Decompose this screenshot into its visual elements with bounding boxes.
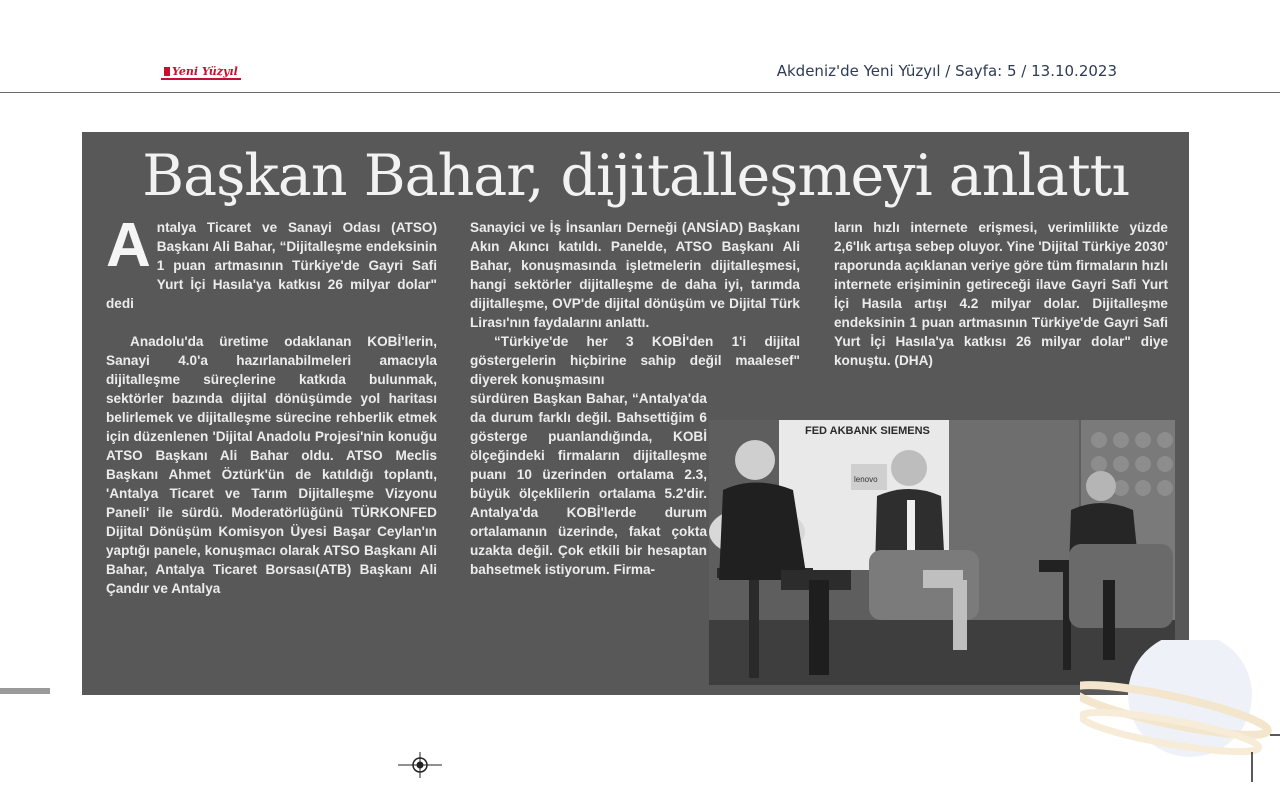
lead-text: ntalya Ticaret ve Sanayi Odası (ATSO) Başkanı Ali Bahar, “Dijitalleşme endeksinin 1 puan artmasının Türkiye'de Gayri Safi Yurt İçi Hasıla'ya katkısı 26 milyar dolar" dedi (106, 220, 437, 311)
drop-cap: A (106, 211, 151, 280)
quote-paragraph: “Türkiye'de her 3 KOBİ'den 1'i dijital göstergelerin hiçbirine sahip değil maalesef" diyerek konuşmasını (470, 334, 800, 387)
sponsor-sign: lenovo (854, 475, 878, 484)
article-headline: Başkan Bahar, dijitalleşmeyi anlattı (142, 143, 1129, 209)
closing-paragraph: ların hızlı internete erişmesi, verimlilikte yüzde 2,6'lık artışa sebep oluyor. Yine 'Dijital Türkiye 2030' raporunda açıklanan veriye göre tüm firmaların hızlı internete erişiminin getireceği ilave Gayri Safi Yurt İçi Hasıla artışı 4.2 milyar dolar. Dijitalleşme endeksinin 1 puan artmasının Türkiye'de Gayri Safi Yurt İçi Hasıla'ya katkısı 26 milyar dolar" diye konuştu. (DHA) (834, 220, 1168, 368)
logo-mark-icon (164, 67, 170, 76)
source-line: Akdeniz'de Yeni Yüzyıl / Sayfa: 5 / 13.10.2023 (776, 62, 1117, 80)
article-column-1 (106, 211, 437, 598)
newspaper-logo (161, 66, 241, 80)
logo-text: Yeni Yüzyıl (172, 65, 238, 78)
backdrop-sponsors: FED AKBANK SIEMENS (805, 425, 930, 437)
registration-mark-icon (398, 752, 442, 778)
article-column-3 (834, 218, 1168, 370)
quote-paragraph-continued: sürdüren Başkan Bahar, “Antalya'da da durum farklı değil. Bahsettiğim 6 gösterge puanlandığında, KOBİ ölçeğindeki firmaların dijitalleşme puanı 10 üzerinden ortalama 2.3, büyük ölçeklilerin ortalama 5.2'dir. Antalya'da KOBİ'lerde durum ortalamanın üzerinde, fakat çokta uzakta değil. Çok etkili bir hesaptan bahsetmek istiyorum. Firma- (470, 391, 707, 577)
body-paragraph: Anadolu'da üretime odaklanan KOBİ'lerin, Sanayi 4.0'a hazırlanabilmeleri amacıyla dijitalleşme süreçlerine katkıda bulunmak, sektörler bazında dijital dönüşümde yol haritası belirlemek ve dijitalleşme sürecine rehberlik etmek için düzenlenen 'Dijital Anadolu Projesi'nin konuğu ATSO Başkanı Ali Bahar oldu. ATSO Meclis Başkanı Ahmet Öztürk'ün de katıldığı toplantı, 'Antalya Ticaret ve Tarım Dijitalleşme Vizyonu Paneli' ile sürdü. Moderatörlüğünü TÜRKONFED Dijital Dönüşüm Komisyon Üyesi Başar Ceylan'ın yaptığı panele, konuşmacı olarak ATSO Başkanı Ali Bahar, Antalya Ticaret Borsası(ATB) Başkanı Ali Çandır ve Antalya (106, 334, 437, 596)
lead-paragraph (106, 211, 437, 313)
margin-bar (0, 688, 50, 694)
header-divider (0, 92, 1280, 93)
body-paragraph: Sanayici ve İş İnsanları Derneği (ANSİAD) Başkanı Akın Akıncı katıldı. Panelde, ATSO Başkanı Ali Bahar, konuşmasında işletmelerin dijitalleşmesi, hangi sektörler dijitalleşme de daha iyi, tarımda dijitalleşme, OVP'de dijital dönüşüm ve Dijital Türk Lirası'nın faydalarını anlattı. (470, 220, 800, 330)
news-clipping (82, 132, 1189, 695)
decorative-planet-icon (1080, 640, 1280, 785)
